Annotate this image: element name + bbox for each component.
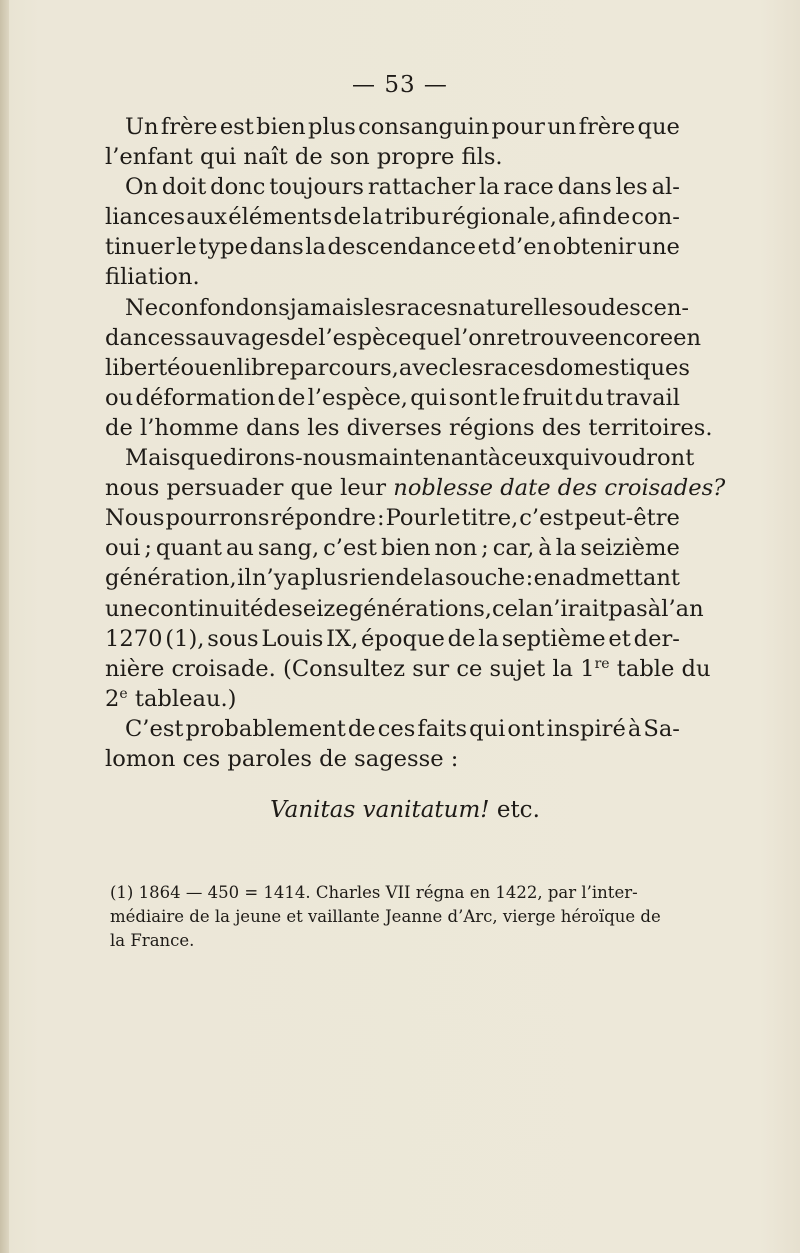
word: la: [305, 234, 326, 261]
text-line: [105, 112, 680, 142]
text-line: [105, 293, 690, 323]
word: retrouve: [496, 324, 595, 351]
word: septième: [501, 625, 606, 652]
word: régionale,: [441, 204, 557, 231]
word: à: [647, 595, 662, 622]
word: que: [637, 114, 680, 140]
word: pourrons: [165, 505, 270, 532]
word: de: [447, 625, 476, 652]
footnote-line: médiaire de la jeune et vaillante Jeanne d’Arc, vierge héroïque de: [110, 907, 661, 926]
word: à: [627, 715, 642, 742]
word: dirons-nous: [222, 445, 358, 472]
ordinal-number: 1: [580, 655, 595, 682]
word: seizième: [580, 535, 680, 562]
word: ;: [144, 535, 152, 562]
word: (1),: [165, 625, 205, 652]
word: bien: [256, 114, 306, 140]
text-line: [105, 714, 680, 744]
word: un: [547, 114, 577, 140]
word: au: [225, 535, 254, 562]
word: la: [362, 204, 384, 231]
word: Un: [125, 114, 159, 140]
word: le: [439, 505, 461, 532]
text-line: lomon ces paroles de sagesse :: [105, 745, 459, 772]
word: et: [477, 234, 501, 261]
word: toujours: [269, 174, 365, 201]
word: éléments: [228, 204, 333, 231]
word: titre,: [461, 505, 519, 532]
word: c’est: [519, 505, 574, 532]
word: travail: [605, 384, 680, 411]
word: de: [290, 324, 319, 351]
word: ces: [377, 715, 416, 742]
word: descen-: [601, 294, 690, 321]
word: avec: [398, 354, 452, 381]
word: Sa-: [643, 715, 680, 742]
word: doit: [161, 174, 207, 201]
word: Ne: [125, 294, 159, 321]
word: sauvages: [185, 324, 291, 351]
word: de: [263, 595, 292, 622]
word: sang,: [257, 535, 320, 562]
word: Pour: [385, 505, 439, 532]
text-line: [105, 624, 680, 654]
word: Mais: [125, 445, 181, 472]
text-line: [105, 172, 680, 202]
word: de: [333, 204, 362, 231]
word: :: [376, 505, 385, 532]
word: quant: [155, 535, 223, 562]
word: naturelles: [457, 294, 574, 321]
word: tinuer: [105, 234, 175, 261]
word: les: [615, 174, 648, 201]
word: obtenir: [552, 234, 636, 261]
word: aux: [186, 204, 228, 231]
word: la: [555, 535, 577, 562]
word: qui: [554, 445, 591, 472]
quote-rest: etc.: [496, 797, 540, 823]
word: domestiques: [545, 354, 690, 381]
word: afin: [558, 204, 602, 231]
word: frère: [578, 114, 636, 140]
ordinal-number: 2: [105, 685, 120, 712]
word: génération,: [105, 565, 237, 592]
word: libre: [236, 354, 290, 381]
word: Nous: [105, 505, 165, 532]
text-line: [105, 563, 680, 593]
word: pas: [608, 595, 648, 622]
ordinal-suffix: re: [594, 655, 610, 672]
word: parcours,: [289, 354, 399, 381]
text-line: [105, 202, 680, 232]
word: et: [608, 625, 631, 652]
word: a: [286, 565, 301, 592]
word: type: [198, 234, 249, 261]
word: al-: [651, 174, 680, 201]
word: jamais: [289, 294, 364, 321]
footnote-line: (1) 1864 — 450 = 1414. Charles VII régna en 1422, par l’inter-: [110, 883, 638, 902]
word: liberté: [105, 354, 181, 381]
word: qui: [469, 715, 506, 742]
word: l’on: [453, 324, 497, 351]
word: plus: [300, 565, 349, 592]
word: qui: [410, 384, 447, 411]
word: dances: [105, 324, 186, 351]
word: du: [574, 384, 604, 411]
word: probablement: [185, 715, 346, 742]
word: oui: [105, 535, 141, 562]
word: ou: [180, 354, 209, 381]
word: générations,: [348, 595, 492, 622]
word: c’est: [323, 535, 378, 562]
footnote-line: la France.: [110, 931, 195, 950]
word: la: [423, 565, 445, 592]
word: les: [451, 354, 484, 381]
word: l’espèce: [318, 324, 412, 351]
word: continuité: [147, 595, 264, 622]
latin-quote: [0, 797, 800, 823]
word: voudront: [590, 445, 695, 472]
text-span: nière croisade. (Consultez sur ce sujet la: [105, 655, 574, 682]
word: donc: [210, 174, 266, 201]
word: peut-être: [574, 505, 680, 532]
word: pour: [491, 114, 545, 140]
word: une: [637, 234, 680, 261]
text-line: de l’homme dans les diverses régions des territoires.: [105, 414, 713, 441]
text-line: [105, 353, 690, 383]
text-line: l’enfant qui naît de son propre fils.: [105, 144, 503, 171]
word: encore: [594, 324, 674, 351]
word: ou: [105, 384, 134, 411]
word: On: [125, 174, 159, 201]
word: est: [219, 114, 254, 140]
text-line: filiation.: [105, 264, 200, 291]
word: d’en: [501, 234, 552, 261]
text-span: nous persuader que leur: [105, 475, 387, 502]
word: race: [503, 174, 554, 201]
text-line: [105, 323, 702, 353]
word: liances: [105, 204, 186, 231]
word: faits: [417, 715, 468, 742]
word: les: [363, 294, 397, 321]
word: races: [483, 354, 546, 381]
word: car,: [492, 535, 535, 562]
word: l’an: [661, 595, 704, 622]
page-number: — 53 —: [352, 72, 448, 98]
word: rien: [349, 565, 396, 592]
word: le: [499, 384, 521, 411]
word: seize: [291, 595, 349, 622]
word: la: [478, 174, 500, 201]
word: il: [237, 565, 252, 592]
binding-edge: [0, 0, 9, 1253]
italic-phrase: noblesse date des croisades?: [393, 475, 726, 502]
word: non: [434, 535, 478, 562]
word: C’est: [125, 715, 184, 742]
word: Louis: [261, 625, 324, 652]
word: der-: [633, 625, 680, 652]
word: ou: [573, 294, 602, 321]
word: en: [208, 354, 237, 381]
word: con-: [631, 204, 680, 231]
word: cela: [491, 595, 539, 622]
word: confondons: [158, 294, 290, 321]
text-line: [105, 594, 704, 624]
word: dans: [249, 234, 304, 261]
word: de: [277, 384, 306, 411]
word: consanguin: [358, 114, 490, 140]
text-line: [105, 473, 726, 503]
word: à: [487, 445, 502, 472]
word: de: [395, 565, 424, 592]
quote-italic: Vanitas vanitatum!: [270, 797, 490, 823]
word: époque: [361, 625, 445, 652]
word: IX,: [326, 625, 359, 652]
text-span: tableau.): [134, 685, 237, 712]
word: la: [478, 625, 499, 652]
word: ;: [481, 535, 489, 562]
word: sont: [448, 384, 498, 411]
text-line: [105, 503, 680, 533]
word: bien: [380, 535, 431, 562]
text-line: [105, 443, 695, 473]
word: maintenant: [357, 445, 488, 472]
word: le: [176, 234, 197, 261]
word: rattacher: [367, 174, 476, 201]
word: inspiré: [546, 715, 626, 742]
word: admettant: [561, 565, 680, 592]
word: en: [533, 565, 562, 592]
word: dans: [557, 174, 612, 201]
word: sous: [207, 625, 259, 652]
word: déformation: [135, 384, 276, 411]
text-span: table du: [616, 655, 711, 682]
word: fruit: [522, 384, 573, 411]
word: que: [180, 445, 223, 472]
word: n’y: [251, 565, 287, 592]
word: :: [525, 565, 534, 592]
word: frère: [160, 114, 218, 140]
word: ceux: [501, 445, 555, 472]
word: une: [105, 595, 148, 622]
text-line: [105, 684, 680, 714]
word: de: [602, 204, 631, 231]
text-line: [105, 383, 680, 413]
word: tribu: [384, 204, 441, 231]
word: que: [411, 324, 454, 351]
word: souche: [444, 565, 526, 592]
word: l’espèce,: [307, 384, 408, 411]
word: répondre: [270, 505, 376, 532]
word: plus: [307, 114, 356, 140]
word: 1270: [105, 625, 163, 652]
word: descendance: [327, 234, 477, 261]
footnote: [110, 881, 685, 953]
word: n’irait: [538, 595, 609, 622]
ordinal-suffix: e: [119, 685, 128, 702]
body-text: [105, 112, 726, 774]
text-line: [105, 533, 680, 563]
word: races: [396, 294, 458, 321]
word: de: [347, 715, 376, 742]
word: ont: [507, 715, 545, 742]
word: à: [538, 535, 552, 562]
text-line: [105, 232, 680, 262]
word: en: [673, 324, 702, 351]
text-line: [105, 654, 711, 684]
